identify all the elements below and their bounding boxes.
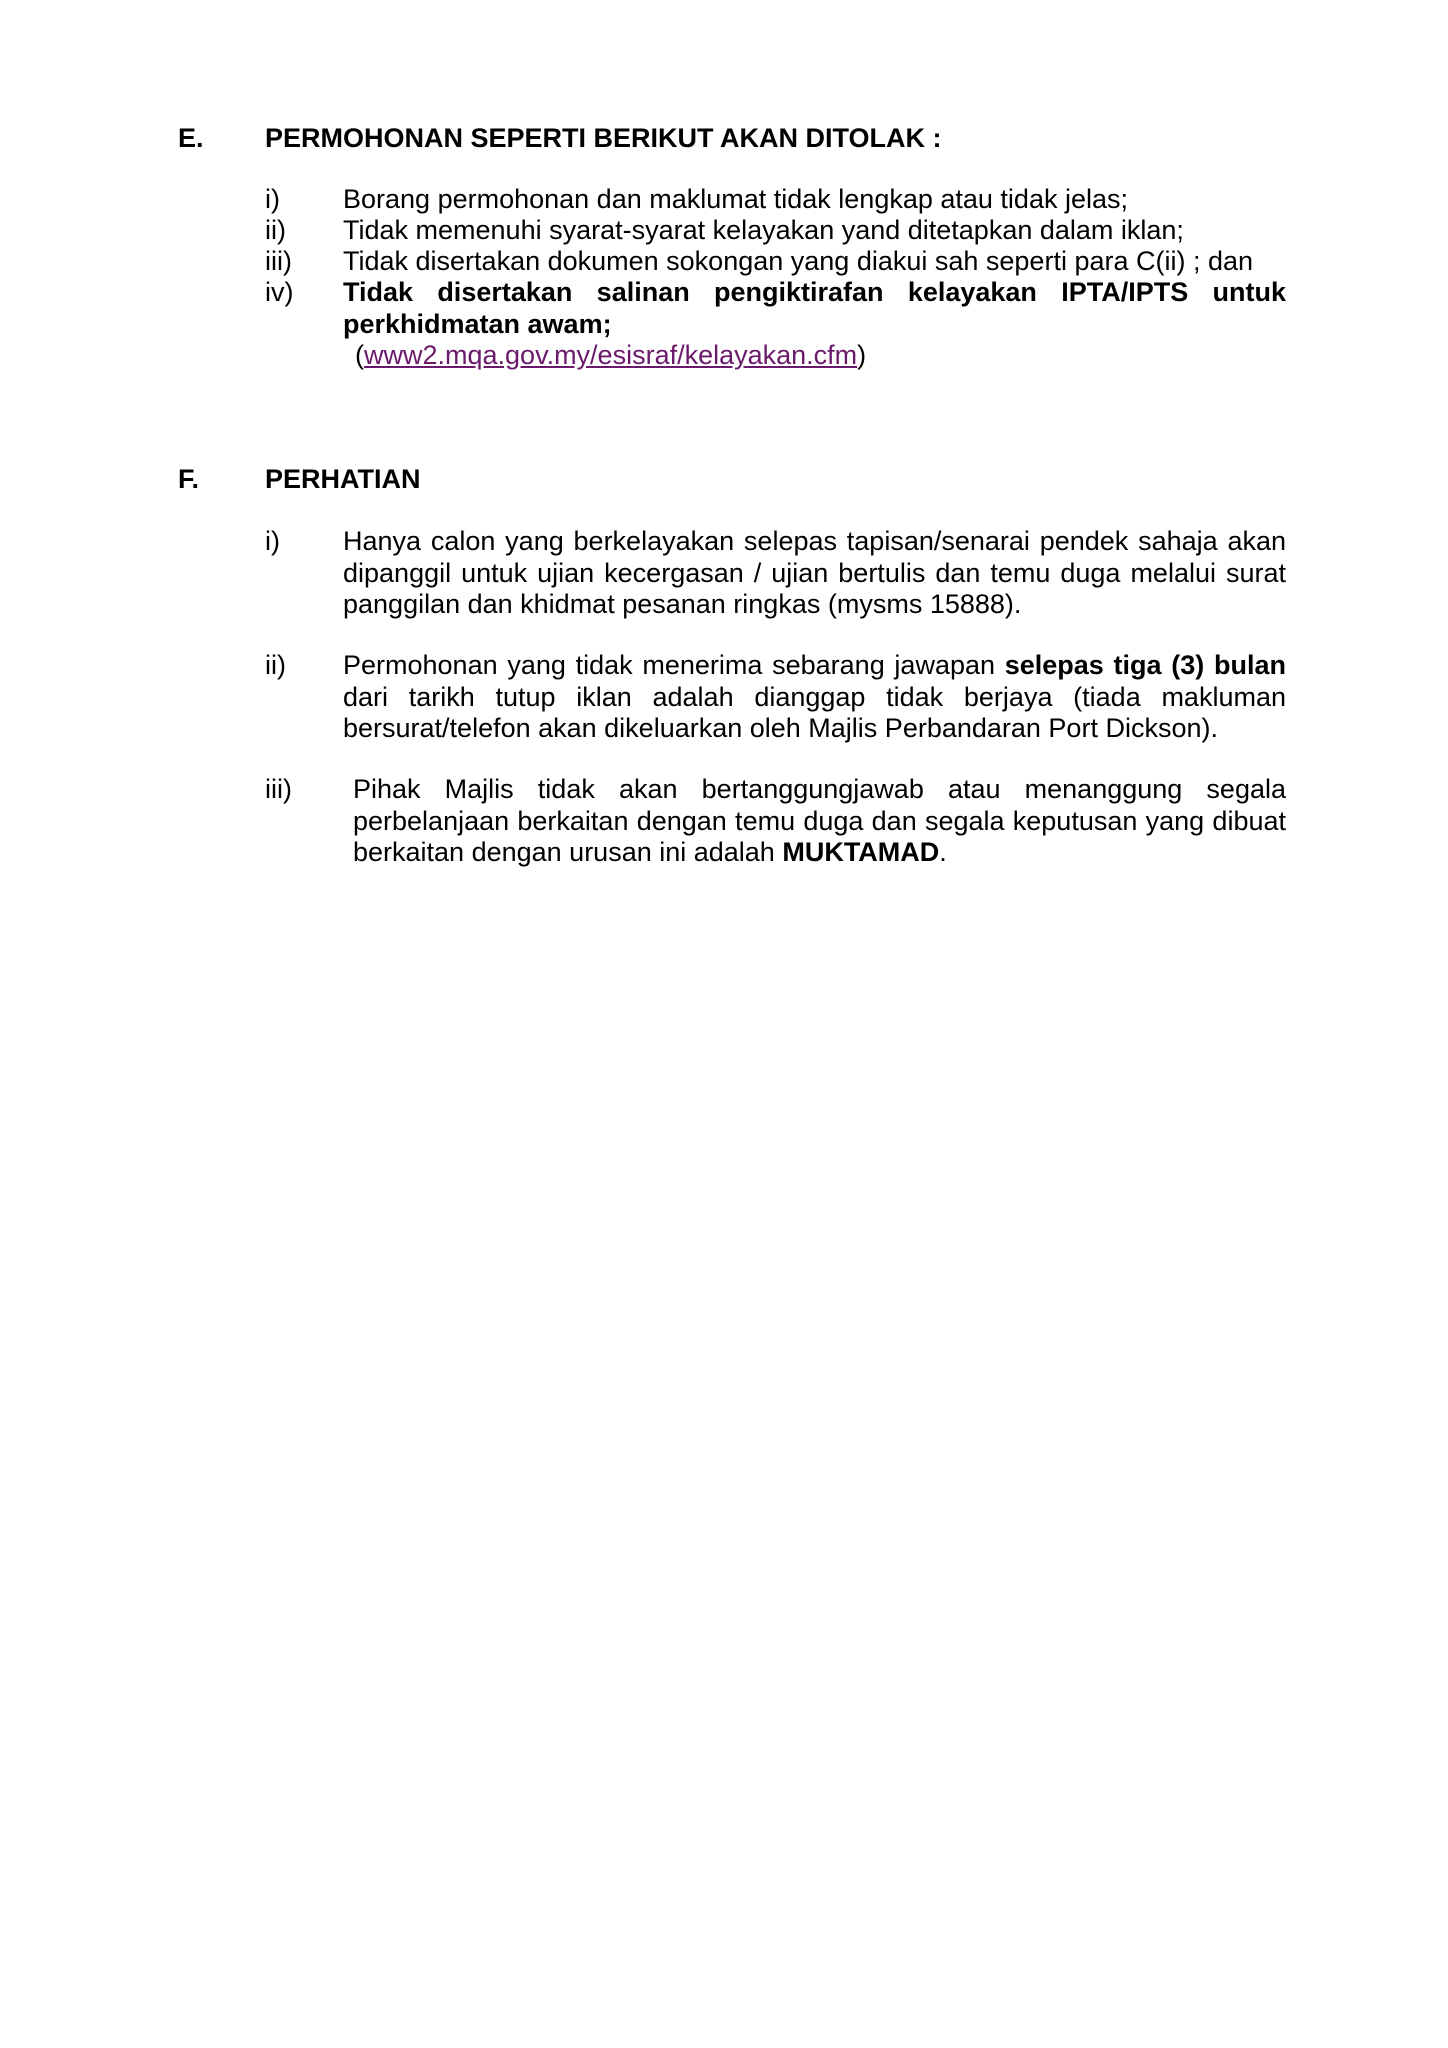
item-number: ii) xyxy=(265,650,286,680)
section-e-item-1 xyxy=(265,184,1286,216)
item-text: Hanya calon yang berkelayakan selepas tapisan/senarai pendek sahaja akan dipanggil untuk ujian kecergasan / ujian bertulis dan temu duga melalui surat panggilan dan khidmat pesanan ringkas (mysms 15888). xyxy=(343,526,1286,619)
item-text-part: dari tarikh tutup iklan adalah dianggap tidak berjaya (tiada makluman bersurat/telefon akan dikeluarkan oleh Majlis Perbandaran Port Dickson). xyxy=(343,681,1286,743)
item-number: iii) xyxy=(265,774,292,804)
section-e-title: PERMOHONAN SEPERTI BERIKUT AKAN DITOLAK : xyxy=(265,123,942,153)
item-number: i) xyxy=(265,526,280,556)
section-f-heading xyxy=(178,463,1298,495)
link-close-paren: ) xyxy=(857,340,867,370)
item-number: iv) xyxy=(265,277,294,307)
section-e-item-4 xyxy=(265,277,1286,340)
item-text: Tidak memenuhi syarat-syarat kelayakan yand ditetapkan dalam iklan; xyxy=(343,215,1184,245)
item-text-part: Pihak Majlis tidak akan bertanggungjawab atau menanggung segala perbelanjaan berkaitan dengan temu duga dan segala keputusan yang dibuat berkaitan dengan urusan ini adalah xyxy=(353,774,1286,867)
item-text: Borang permohonan dan maklumat tidak lengkap atau tidak jelas; xyxy=(343,184,1128,214)
qualification-link-line xyxy=(355,340,866,372)
item-text xyxy=(343,650,1286,745)
section-e-item-3 xyxy=(265,246,1286,278)
section-e-heading xyxy=(178,122,1298,154)
section-f-item-3 xyxy=(265,774,1286,869)
section-f-title: PERHATIAN xyxy=(265,464,421,494)
section-f-letter: F. xyxy=(178,464,200,494)
item-text-part: . xyxy=(939,837,947,867)
section-e-item-2 xyxy=(265,215,1286,247)
section-f-item-1 xyxy=(265,526,1286,621)
item-text: Tidak disertakan dokumen sokongan yang diakui sah seperti para C(ii) ; dan xyxy=(343,246,1254,276)
item-number: iii) xyxy=(265,246,292,276)
item-text-part: Permohonan yang tidak menerima sebarang jawapan xyxy=(343,650,1005,680)
item-number: i) xyxy=(265,184,280,214)
mqa-qualification-link[interactable]: www2.mqa.gov.my/esisraf/kelayakan.cfm xyxy=(364,340,858,370)
item-text-emphasis: selepas tiga (3) bulan xyxy=(1004,650,1286,680)
item-text-emphasis: MUKTAMAD xyxy=(782,837,940,867)
link-open-paren: ( xyxy=(355,340,364,370)
section-f-item-2 xyxy=(265,650,1286,745)
item-text xyxy=(353,774,1286,869)
item-number: ii) xyxy=(265,215,286,245)
item-text: Tidak disertakan salinan pengiktirafan kelayakan IPTA/IPTS untuk perkhidmatan awam; xyxy=(343,277,1286,339)
section-e-letter: E. xyxy=(178,123,204,153)
